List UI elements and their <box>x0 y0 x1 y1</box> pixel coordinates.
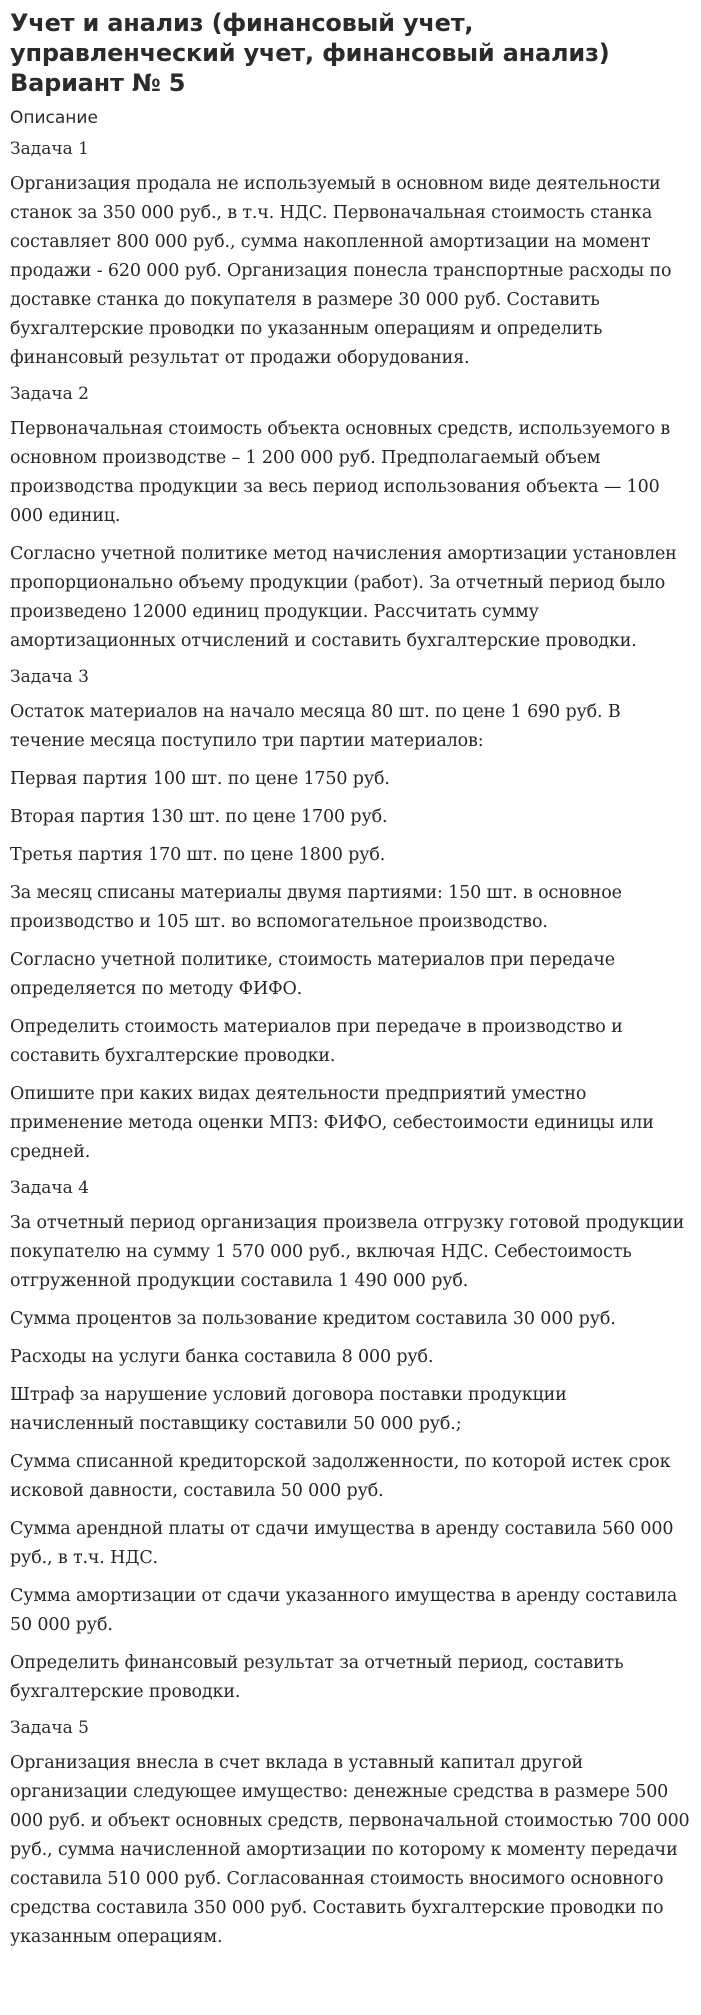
task-paragraph: Сумма арендной платы от сдачи имущества в аренду составила 560 000 руб., в т.ч. НДС. <box>10 1519 674 1568</box>
task-title: Задача 2 <box>10 384 89 404</box>
task-4 <box>10 1176 691 1707</box>
task-paragraph: Организация внесла в счет вклада в уставный капитал другой организации следующее имущество: денежные средства в размере 500 000 руб. и объект основных средств, первоначальной стоимостью 700 000 руб., сумма начисленной амортизации по которому к моменту передачи составила 510 000 руб. Согласованная стоимость вносимого основного средства составила 350 000 руб. Составить бухгалтерские проводки по указанным операциям. <box>10 1753 690 1947</box>
task-3 <box>10 665 691 1167</box>
task-1 <box>10 137 691 373</box>
task-paragraph: Третья партия 170 шт. по цене 1800 руб. <box>10 845 386 865</box>
task-paragraph: Согласно учетной политике метод начисления амортизации установлен пропорционально объему продукции (работ). За отчетный период было произведено 12000 единиц продукции. Рассчитать сумму амортизационных отчислений и составить бухгалтерские проводки. <box>10 544 677 651</box>
task-5 <box>10 1716 691 1952</box>
task-paragraph: Определить финансовый результат за отчетный период, составить бухгалтерские проводки. <box>10 1653 624 1702</box>
task-title: Задача 3 <box>10 667 89 687</box>
task-paragraph: Сумма списанной кредиторской задолженности, по которой истек срок исковой давности, составила 50 000 руб. <box>10 1452 671 1501</box>
task-paragraph: Согласно учетной политике, стоимость материалов при передаче определяется по методу ФИФО. <box>10 950 615 999</box>
task-paragraph: Вторая партия 130 шт. по цене 1700 руб. <box>10 807 388 827</box>
task-2 <box>10 382 691 656</box>
task-paragraph: Штраф за нарушение условий договора поставки продукции начисленный поставщику составили 50 000 руб.; <box>10 1385 567 1434</box>
task-paragraph: Сумма амортизации от сдачи указанного имущества в аренду составила 50 000 руб. <box>10 1586 678 1635</box>
task-paragraph: Сумма процентов за пользование кредитом составила 30 000 руб. <box>10 1309 616 1329</box>
task-paragraph: Остаток материалов на начало месяца 80 шт. по цене 1 690 руб. В течение месяца поступило три партии материалов: <box>10 702 621 751</box>
description-label: Описание <box>10 108 98 128</box>
task-paragraph: Первая партия 100 шт. по цене 1750 руб. <box>10 769 390 789</box>
page-title: Учет и анализ (финансовый учет, управленческий учет, финансовый анализ) Вариант № 5 <box>10 9 610 97</box>
task-paragraph: Первоначальная стоимость объекта основных средств, используемого в основном производстве – 1 200 000 руб. Предполагаемый объем производства продукции за весь период использования объекта — 100 000 единиц. <box>10 419 671 526</box>
task-paragraph: Опишите при каких видах деятельности предприятий уместно применение метода оценки МПЗ: ФИФО, себестоимости единицы или средней. <box>10 1084 654 1162</box>
task-paragraph: За месяц списаны материалы двумя партиями: 150 шт. в основное производство и 105 шт. во вспомогательное производство. <box>10 883 622 932</box>
task-paragraph: Расходы на услуги банка составила 8 000 руб. <box>10 1347 434 1367</box>
task-paragraph: За отчетный период организация произвела отгрузку готовой продукции покупателю на сумму 1 570 000 руб., включая НДС. Себестоимость отгруженной продукции составила 1 490 000 руб. <box>10 1213 685 1291</box>
task-paragraph: Определить стоимость материалов при передаче в производство и составить бухгалтерские проводки. <box>10 1017 623 1066</box>
task-title: Задача 1 <box>10 139 89 159</box>
task-title: Задача 5 <box>10 1718 89 1738</box>
task-paragraph: Организация продала не используемый в основном виде деятельности станок за 350 000 руб., в т.ч. НДС. Первоначальная стоимость станка составляет 800 000 руб., сумма накопленной амортизации на момент продажи - 620 000 руб. Организация понесла транспортные расходы по доставке станка до покупателя в размере 30 000 руб. Составить бухгалтерские проводки по указанным операциям и определить финансовый результат от продажи оборудования. <box>10 174 672 368</box>
task-title: Задача 4 <box>10 1178 89 1198</box>
